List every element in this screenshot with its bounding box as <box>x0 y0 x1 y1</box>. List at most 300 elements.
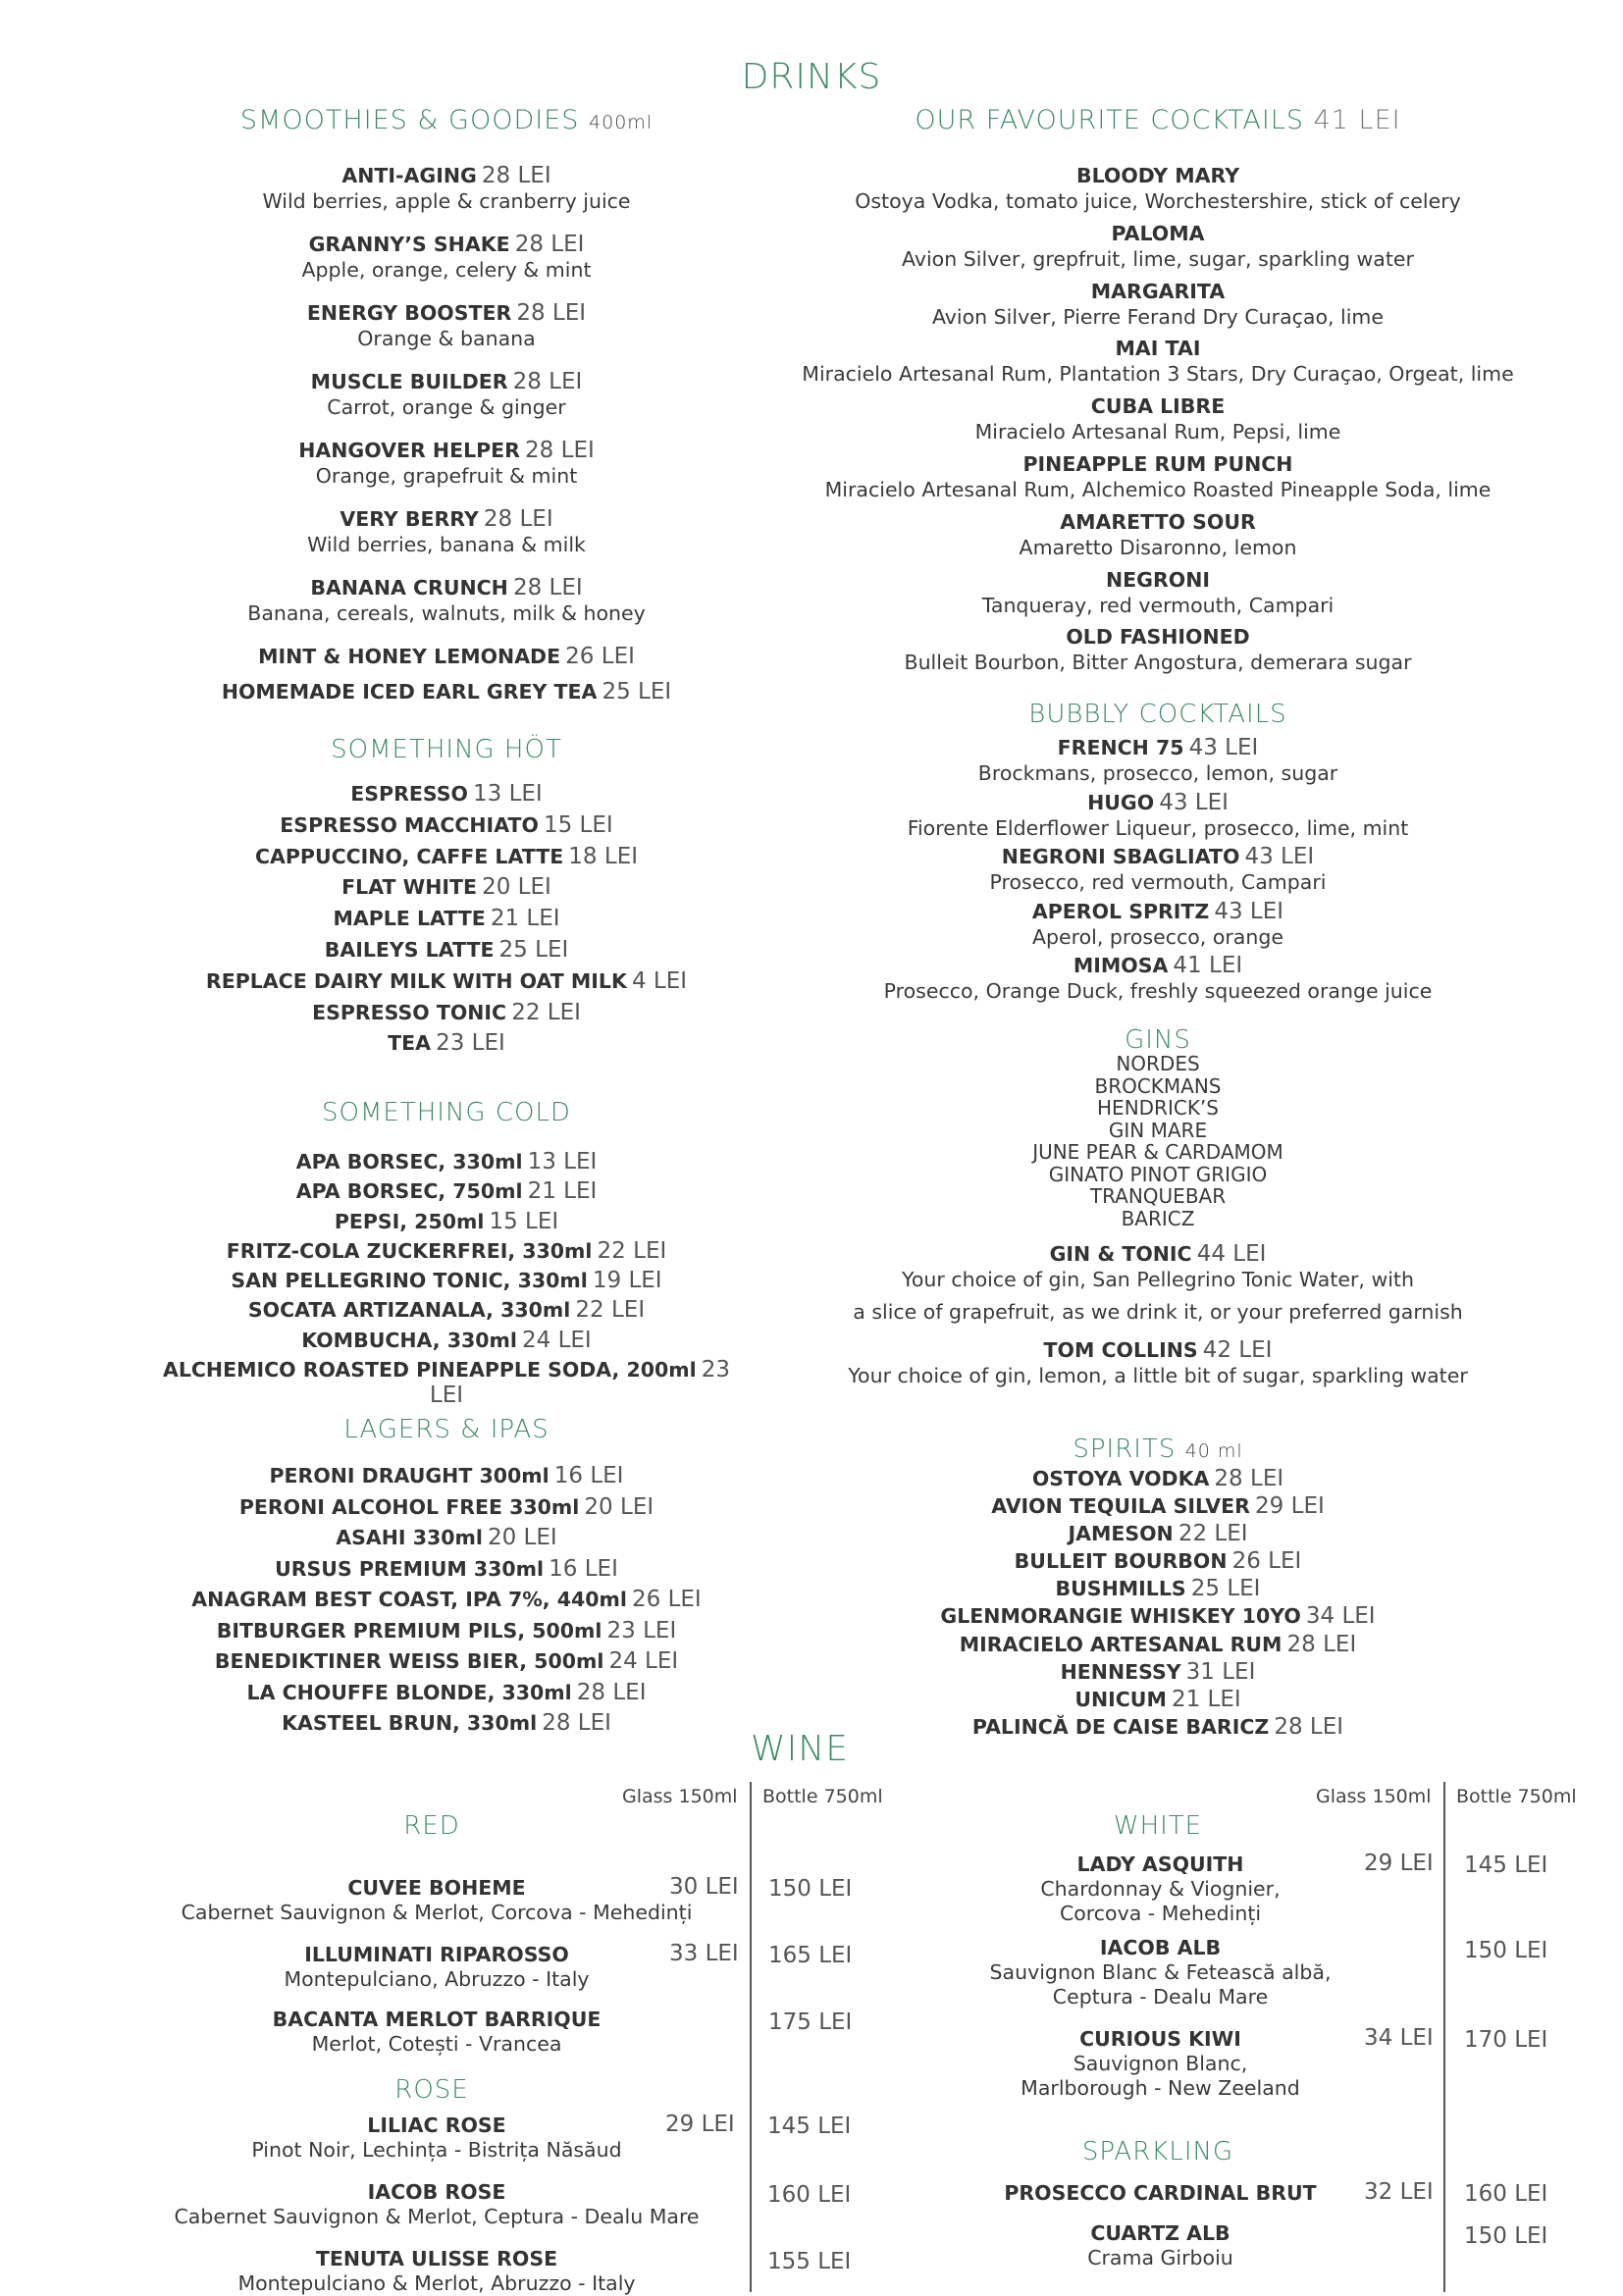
list-item <box>147 1464 746 1495</box>
item-name: OLD FASHIONED <box>1066 625 1250 650</box>
item-name: BLOODY MARY <box>1075 164 1240 187</box>
list-item <box>147 1031 746 1063</box>
item-desc: Carrot, orange & ginger <box>327 395 566 419</box>
list-item <box>147 813 746 845</box>
item-name: ANAGRAM BEST COAST, IPA 7%, 440ml <box>191 1588 627 1611</box>
item-price: 23 LEI <box>436 1030 505 1057</box>
list-item <box>765 337 1550 394</box>
item-line <box>147 233 746 258</box>
item-line <box>765 394 1550 420</box>
item-line <box>765 1577 1550 1602</box>
item-desc: Miracielo Artesanal Rum, Pepsi, lime <box>974 420 1341 444</box>
list-item <box>147 1179 746 1209</box>
list-item <box>765 1467 1550 1494</box>
item-line <box>147 1557 746 1583</box>
item-desc: Banana, cereals, walnuts, milk & honey <box>247 601 646 625</box>
wine-bottle-price: 170 LEI <box>1464 2027 1548 2053</box>
wine-name: LILIAC ROSE <box>367 2113 506 2137</box>
item-line <box>147 1298 746 1324</box>
spirits-heading: SPIRITS 40 ml <box>1073 1435 1243 1464</box>
wine-item <box>147 2008 726 2057</box>
item-name: MINT & HONEY LEMONADE <box>258 645 561 668</box>
item-line <box>765 900 1550 925</box>
list-item <box>765 1660 1550 1688</box>
smoothies-list <box>147 164 746 714</box>
list-item <box>765 625 1550 683</box>
item-line <box>765 954 1550 979</box>
gin-name: TRANQUEBAR <box>1089 1184 1227 1208</box>
wine-desc: Cabernet Sauvignon & Merlot, Ceptura - Dealu Mare <box>174 2205 700 2228</box>
spirits-list <box>765 1467 1550 1743</box>
list-item <box>765 1549 1550 1577</box>
item-name: NEGRONI SBAGLIATO <box>1001 845 1240 868</box>
wine-item <box>147 2180 726 2229</box>
item-name: ESPRESSO <box>350 782 468 806</box>
list-item <box>147 680 746 715</box>
list-item <box>147 1298 746 1328</box>
item-name: APEROL SPRITZ <box>1031 899 1210 923</box>
wine-bottle-price: 160 LEI <box>767 2182 852 2208</box>
item-line <box>147 1269 746 1294</box>
wine-bottle-price: 150 LEI <box>1464 1938 1548 1963</box>
item-name: MAI TAI <box>1115 337 1201 361</box>
item-name: REPLACE DAIRY MILK WITH OAT MILK <box>205 968 627 993</box>
list-item <box>147 1588 746 1619</box>
wine-name: BACANTA MERLOT BARRIQUE <box>272 2008 602 2031</box>
wine-desc: Chardonnay & Viognier, <box>1040 1877 1281 1901</box>
item-name: MARGARITA <box>1090 279 1226 303</box>
wine-item <box>147 1876 726 1925</box>
item-price: 15 LEI <box>489 1208 559 1234</box>
cold-list <box>147 1149 746 1409</box>
item-name: UNICUM <box>1074 1687 1167 1711</box>
item-desc: Prosecco, Orange Duck, freshly squeezed orange juice <box>883 979 1433 1003</box>
bubbly-heading: BUBBLY COCKTAILS <box>1028 700 1287 729</box>
item-line <box>765 510 1550 536</box>
wine-glass-price: 29 LEI <box>665 2112 735 2137</box>
item-name: ENERGY BOOSTER <box>306 301 512 325</box>
item-name: BULLEIT BOURBON <box>1014 1549 1228 1574</box>
item-desc: Wild berries, apple & cranberry juice <box>262 189 631 213</box>
item-price: 43 LEI <box>1188 735 1259 760</box>
item-price: 28 LEI <box>1286 1631 1357 1657</box>
item-desc: Miracielo Artesanal Rum, Alchemico Roasted Pineapple Soda, lime <box>824 477 1492 501</box>
item-name: FLAT WHITE <box>341 875 478 900</box>
list-item <box>765 1577 1550 1604</box>
white-heading: WHITE <box>1113 1811 1203 1841</box>
wine-desc: Cabernet Sauvignon & Merlot, Corcova - Mehedinți <box>181 1901 693 1924</box>
item-price: 20 LEI <box>482 874 551 901</box>
item-line <box>147 1358 746 1409</box>
gin-name: GIN MARE <box>1108 1118 1208 1142</box>
list-item <box>147 969 746 1001</box>
list-item <box>765 954 1550 1009</box>
red-glass-label: Glass 150ml <box>622 1786 738 1807</box>
item-line <box>147 1031 746 1057</box>
item-name: LA CHOUFFE BLONDE, 330ml <box>246 1680 572 1704</box>
item-line <box>765 625 1550 651</box>
wine-glass-price: 29 LEI <box>1364 1851 1434 1876</box>
item-desc: Orange, grapefruit & mint <box>315 464 578 488</box>
item-desc: Amaretto Disaronno, lemon <box>1019 535 1297 559</box>
item-price: 23 LEI <box>429 1357 731 1409</box>
list-item <box>765 1522 1550 1549</box>
item-name: FRENCH 75 <box>1057 736 1184 759</box>
wine-bottle-price: 150 LEI <box>1464 2223 1548 2249</box>
item-price: 24 LEI <box>608 1648 679 1674</box>
list-item <box>147 1619 746 1650</box>
item-price: 26 LEI <box>565 644 635 669</box>
wine-bottle-price: 155 LEI <box>767 2249 852 2274</box>
wine-desc: Montepulciano & Merlot, Abruzzo - Italy <box>237 2271 636 2295</box>
list-item <box>765 1494 1550 1522</box>
list-item <box>765 1688 1550 1715</box>
wine-bottle-price: 150 LEI <box>768 1876 853 1902</box>
wine-glass-price: 32 LEI <box>1364 2179 1434 2205</box>
item-price: 25 LEI <box>498 936 569 963</box>
item-desc: Wild berries, banana & milk <box>307 533 586 556</box>
item-line <box>765 1467 1550 1492</box>
item-line <box>765 1660 1550 1686</box>
list-item <box>147 1210 746 1239</box>
item-name: KASTEEL BRUN, 330ml <box>282 1711 538 1735</box>
wine-glass-price: 30 LEI <box>669 1874 739 1900</box>
page-title: DRINKS <box>741 57 882 97</box>
list-item <box>765 1633 1550 1660</box>
item-name: MAPLE LATTE <box>333 907 486 931</box>
item-price: 29 LEI <box>1255 1493 1325 1520</box>
item-line <box>147 1001 746 1026</box>
item-name: ALCHEMICO ROASTED PINEAPPLE SODA, 200ml <box>162 1358 697 1383</box>
item-line <box>765 452 1550 478</box>
item-line <box>147 938 746 964</box>
wine-glass-price: 33 LEI <box>669 1941 739 1966</box>
white-glass-label: Glass 150ml <box>1316 1786 1432 1807</box>
item-line <box>147 1150 746 1175</box>
wine-name: IACOB ROSE <box>367 2180 506 2204</box>
hot-list <box>147 782 746 1063</box>
item-price: 26 LEI <box>632 1587 702 1612</box>
wine-desc: Marlborough - New Zeeland <box>1021 2076 1300 2100</box>
item-name: TEA <box>388 1031 432 1056</box>
item-price: 34 LEI <box>1305 1603 1376 1630</box>
item-price: 15 LEI <box>543 811 613 838</box>
white-bottle-label: Bottle 750ml <box>1456 1786 1577 1807</box>
list-item <box>147 370 746 439</box>
item-name: GRANNY’S SHAKE <box>308 233 510 256</box>
item-line <box>147 1649 746 1675</box>
item-name: MUSCLE BUILDER <box>310 370 508 393</box>
gin-name: JUNE PEAR & CARDAMOM <box>1032 1140 1283 1164</box>
list-item <box>147 1269 746 1298</box>
item-name: BUSHMILLS <box>1055 1577 1186 1601</box>
item-price: 20 LEI <box>584 1493 654 1520</box>
item-desc: Apple, orange, celery & mint <box>301 258 592 282</box>
item-line <box>765 337 1550 362</box>
list-item <box>147 875 746 907</box>
item-desc: Miracielo Artesanal Rum, Plantation 3 Stars, Dry Curaçao, Orgeat, lime <box>802 362 1514 387</box>
item-desc: Bulleit Bourbon, Bitter Angostura, demerara sugar <box>904 651 1412 675</box>
item-line <box>147 1210 746 1235</box>
item-price: 23 LEI <box>606 1617 677 1644</box>
item-desc: Avion Silver, grepfruit, lime, sugar, sparkling water <box>902 246 1414 271</box>
item-price: 28 LEI <box>542 1710 611 1736</box>
item-name: SAN PELLEGRINO TONIC, 330ml <box>231 1269 588 1293</box>
item-price: 28 LEI <box>576 1679 647 1705</box>
list-item <box>147 164 746 233</box>
list-item <box>147 439 746 507</box>
wine-glass-price: 34 LEI <box>1364 2025 1434 2051</box>
item-line <box>147 1588 746 1613</box>
item-line <box>147 507 746 533</box>
wine-name: ILLUMINATI RIPAROSSO <box>304 1943 569 1966</box>
item-name: APA BORSEC, 330ml <box>295 1150 523 1174</box>
item-line <box>147 1329 746 1354</box>
list-item <box>147 645 746 680</box>
item-name: ANTI-AGING <box>341 164 477 187</box>
item-name: GLENMORANGIE WHISKEY 10YO <box>940 1604 1301 1629</box>
list-item <box>765 791 1550 846</box>
item-line <box>147 907 746 932</box>
item-name: BENEDIKTINER WEISS BIER, 500ml <box>214 1649 604 1673</box>
wine-name: CURIOUS KIWI <box>1079 2027 1241 2051</box>
gin-name: GINATO PINOT GRIGIO <box>1048 1162 1268 1186</box>
item-line <box>147 1619 746 1644</box>
item-name: FRITZ-COLA ZUCKERFREI, 330ml <box>226 1238 593 1263</box>
item-price: 28 LEI <box>481 163 551 188</box>
list-item <box>147 1329 746 1358</box>
item-name: PERONI DRAUGHT 300ml <box>269 1464 550 1487</box>
wine-desc: Crama Girboiu <box>1087 2246 1233 2270</box>
item-name: PERONI ALCOHOL FREE 330ml <box>238 1494 580 1519</box>
item-name: SOCATA ARTIZANALA, 330ml <box>247 1298 571 1323</box>
item-line <box>147 164 746 189</box>
wine-item <box>981 1936 1339 2009</box>
list-item <box>147 1557 746 1589</box>
list-item <box>765 736 1550 791</box>
item-price: 16 LEI <box>549 1555 618 1582</box>
list-item <box>147 907 746 938</box>
item-name: CUBA LIBRE <box>1090 394 1226 419</box>
list-item <box>765 900 1550 955</box>
item-line <box>147 1526 746 1551</box>
item-name: CAPPUCCINO, CAFFE LATTE <box>254 844 564 868</box>
list-item <box>147 1526 746 1557</box>
item-line <box>147 680 746 705</box>
item-desc: Aperol, prosecco, orange <box>1032 924 1283 949</box>
item-name: URSUS PREMIUM 330ml <box>275 1556 545 1581</box>
item-price: 28 LEI <box>483 506 553 532</box>
item-price: 43 LEI <box>1159 789 1229 815</box>
item-price: 28 LEI <box>525 438 595 463</box>
item-desc: Ostoya Vodka, tomato juice, Worchestershire, stick of celery <box>855 189 1461 213</box>
item-line <box>765 1688 1550 1713</box>
cold-heading: SOMETHING COLD <box>322 1098 571 1127</box>
list-item <box>147 1357 746 1409</box>
wine-bottle-price: 160 LEI <box>1464 2181 1548 2207</box>
item-price: 28 LEI <box>1214 1466 1284 1491</box>
lagers-list <box>147 1464 746 1743</box>
list-item <box>147 1649 746 1681</box>
item-line <box>765 280 1550 305</box>
tom-collins: TOM COLLINS 42 LEI Your choice of gin, lemon, a little bit of sugar, sparkling water <box>848 1337 1468 1387</box>
item-name: HUGO <box>1087 790 1155 814</box>
item-name: HOMEMADE ICED EARL GREY TEA <box>221 679 598 704</box>
white-divider <box>1443 1782 1445 2292</box>
item-line <box>765 1549 1550 1575</box>
item-name: KOMBUCHA, 330ml <box>301 1328 517 1352</box>
item-price: 24 LEI <box>522 1327 592 1353</box>
item-price: 22 LEI <box>575 1297 646 1324</box>
wine-desc: Sauvignon Blanc, <box>1073 2052 1248 2075</box>
item-name: APA BORSEC, 750ml <box>295 1179 523 1204</box>
item-price: 18 LEI <box>568 843 639 869</box>
item-name: OSTOYA VODKA <box>1031 1467 1210 1490</box>
list-item <box>765 1604 1550 1632</box>
item-line <box>147 813 746 839</box>
item-name: VERY BERRY <box>340 507 479 531</box>
item-line <box>147 439 746 464</box>
wine-item <box>147 2113 726 2163</box>
item-line <box>765 164 1550 189</box>
list-item <box>147 1150 746 1179</box>
item-price: 43 LEI <box>1244 844 1315 869</box>
list-item <box>765 280 1550 338</box>
item-line <box>147 1179 746 1205</box>
item-name: MIMOSA <box>1073 954 1169 977</box>
wine-name: PROSECCO CARDINAL BRUT <box>1004 2181 1317 2205</box>
list-item <box>147 1495 746 1527</box>
item-price: 21 LEI <box>490 906 560 932</box>
wine-bottle-price: 145 LEI <box>767 2113 852 2139</box>
item-line <box>765 568 1550 594</box>
item-desc: Brockmans, prosecco, lemon, sugar <box>977 761 1338 785</box>
gin-name: HENDRICK’S <box>1097 1096 1219 1120</box>
hot-heading: SOMETHING HÖT <box>331 735 562 764</box>
item-name: PALINCĂ DE CAISE BARICZ <box>971 1714 1270 1739</box>
wine-item <box>981 2027 1339 2101</box>
wine-bottle-price: 165 LEI <box>768 1943 853 1968</box>
item-price: 26 LEI <box>1231 1548 1302 1575</box>
red-divider <box>750 1782 752 2292</box>
list-item <box>147 301 746 370</box>
red-bottle-label: Bottle 750ml <box>762 1786 883 1807</box>
list-item <box>765 845 1550 900</box>
gin-tonic: GIN & TONIC 44 LEI Your choice of gin, San Pellegrino Tonic Water, with a slice of grapefruit, as we drink it, or your preferred garnish <box>853 1241 1463 1324</box>
item-line <box>765 1522 1550 1547</box>
item-price: 25 LEI <box>602 678 672 704</box>
wine-bottle-price: 175 LEI <box>768 2009 853 2035</box>
gins-heading: GINS <box>1125 1025 1191 1055</box>
item-price: 20 LEI <box>487 1525 557 1550</box>
item-price: 22 LEI <box>597 1237 667 1264</box>
item-line <box>765 845 1550 870</box>
gin-name: NORDES <box>1116 1052 1200 1075</box>
wine-desc: Merlot, Cotești - Vrancea <box>311 2032 562 2056</box>
list-item <box>147 1239 746 1269</box>
cocktails-heading: OUR FAVOURITE COCKTAILS 41 LEI <box>915 105 1401 135</box>
list-item <box>147 233 746 301</box>
wine-name: CUARTZ ALB <box>1090 2221 1230 2245</box>
bubbly-list <box>765 736 1550 1009</box>
wine-name: TENUTA ULISSE ROSE <box>315 2247 558 2270</box>
item-line <box>147 1681 746 1706</box>
item-name: PINEAPPLE RUM PUNCH <box>1022 451 1293 476</box>
wine-item <box>981 2181 1339 2206</box>
list-item <box>147 507 746 576</box>
item-name: HENNESSY <box>1060 1659 1181 1684</box>
item-desc: Tanqueray, red vermouth, Campari <box>981 593 1335 617</box>
item-line <box>765 222 1550 247</box>
item-price: 25 LEI <box>1190 1576 1261 1602</box>
item-price: 22 LEI <box>511 999 581 1025</box>
item-line <box>147 1239 746 1265</box>
item-name: BAILEYS LATTE <box>324 937 495 962</box>
item-name: ESPRESSO TONIC <box>312 1000 507 1024</box>
item-line <box>147 969 746 995</box>
wine-name: LADY ASQUITH <box>1076 1852 1244 1876</box>
list-item <box>765 452 1550 510</box>
item-desc: Fiorente Elderflower Liqueur, prosecco, lime, mint <box>907 815 1409 840</box>
item-name: NEGRONI <box>1106 567 1210 592</box>
list-item <box>765 164 1550 222</box>
item-line <box>765 736 1550 761</box>
item-price: 31 LEI <box>1185 1658 1256 1685</box>
list-item <box>765 222 1550 280</box>
item-line <box>147 576 746 601</box>
item-price: 28 LEI <box>514 232 585 257</box>
item-price: 43 LEI <box>1214 898 1284 924</box>
item-name: BITBURGER PREMIUM PILS, 500ml <box>216 1618 602 1643</box>
item-price: 28 LEI <box>1274 1713 1344 1740</box>
item-line <box>147 1495 746 1521</box>
item-price: 41 LEI <box>1173 953 1243 978</box>
item-line <box>765 1633 1550 1658</box>
item-line <box>765 791 1550 816</box>
item-price: 28 LEI <box>512 369 583 394</box>
item-price: 16 LEI <box>553 1463 624 1488</box>
gins-list <box>765 1053 1550 1229</box>
item-name: BANANA CRUNCH <box>310 576 508 600</box>
wine-item <box>981 2221 1339 2270</box>
item-desc: Orange & banana <box>357 327 536 350</box>
wine-item <box>147 2247 726 2296</box>
item-line <box>147 782 746 808</box>
item-line <box>765 1604 1550 1630</box>
item-name: MIRACIELO ARTESANAL RUM <box>959 1632 1283 1656</box>
red-heading: RED <box>403 1811 460 1841</box>
wine-name: IACOB ALB <box>1099 1936 1222 1959</box>
item-line <box>147 1464 746 1489</box>
item-desc: Prosecco, red vermouth, Campari <box>989 870 1327 894</box>
wine-item <box>147 1943 726 1992</box>
wine-desc: Ceptura - Dealu Mare <box>1052 1985 1269 2009</box>
wine-desc: Pinot Noir, Lechința - Bistrița Năsăud <box>251 2138 622 2162</box>
wine-desc: Corcova - Mehedinți <box>1059 1902 1262 1925</box>
wine-desc: Montepulciano, Abruzzo - Italy <box>284 1967 590 1991</box>
list-item <box>147 938 746 969</box>
cocktails-list <box>765 164 1550 683</box>
list-item <box>147 782 746 813</box>
item-price: 4 LEI <box>631 967 688 994</box>
rose-heading: ROSE <box>394 2075 469 2105</box>
item-price: 19 LEI <box>592 1268 662 1294</box>
wine-desc: Sauvignon Blanc & Fetească albă, <box>989 1960 1332 1984</box>
list-item <box>147 1001 746 1032</box>
gin-name: BARICZ <box>1121 1206 1195 1230</box>
item-price: 21 LEI <box>1171 1686 1241 1712</box>
wine-heading: WINE <box>751 1729 849 1769</box>
